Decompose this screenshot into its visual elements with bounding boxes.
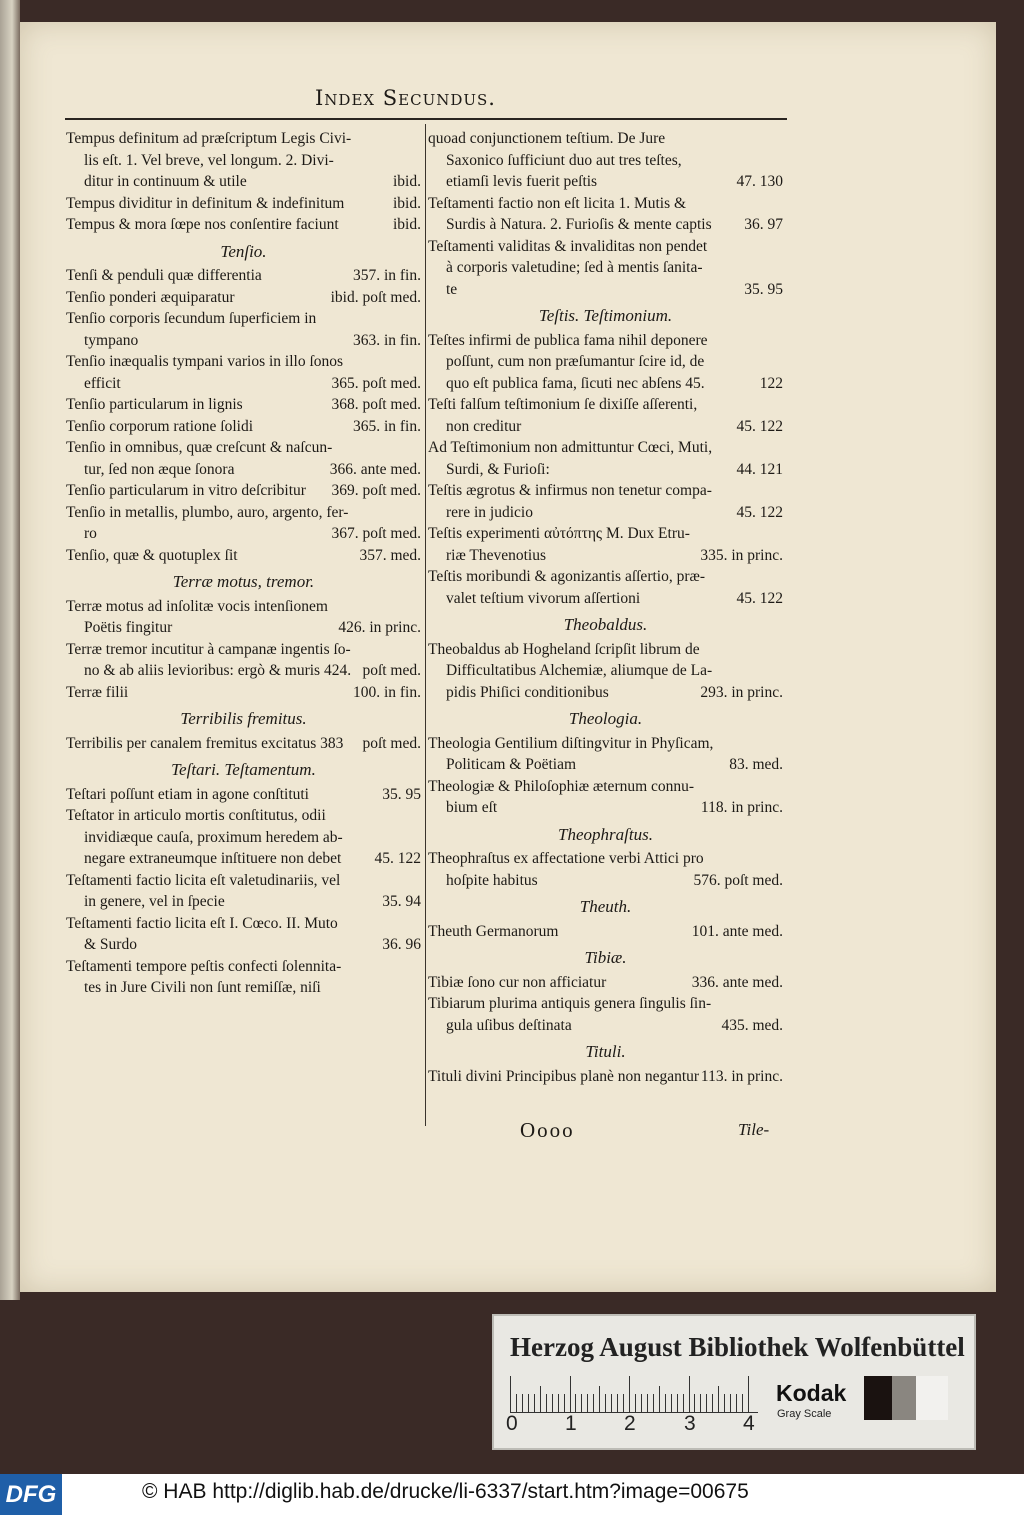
entry-text-line: tympano 363. in fin. (66, 330, 421, 352)
entry-text-line: ro 367. poſt med. (66, 523, 421, 545)
entry-text-line: à corporis valetudine; ſed à mentis ſanita- (446, 259, 703, 276)
column-divider (425, 124, 426, 1126)
ruler-tick (575, 1394, 576, 1412)
page-reference: 365. poſt med. (331, 374, 421, 392)
entry-text-line: hoſpite habitus 576. poſt med. (428, 870, 783, 892)
ruler-tick (587, 1394, 588, 1412)
index-entry (428, 776, 783, 819)
page-reference: 426. in princ. (338, 619, 421, 636)
entry-text-line: te 35. 95 (428, 279, 783, 301)
entry-text-line: Teſti falſum teſtimonium ſe dixiſſe aſſerenti, (428, 396, 698, 413)
ruler-tick (671, 1394, 672, 1412)
page-reference: 365. in fin. (352, 417, 421, 435)
entry-text-line: valet teſtium vivorum aſſertioni 45. 122 (428, 588, 783, 610)
ruler-tick (730, 1394, 731, 1412)
catchword: Tile- (738, 1120, 770, 1139)
ruler-tick (742, 1394, 743, 1412)
ruler-tick (522, 1394, 523, 1412)
entry-text-line: rere in judicio 45. 122 (428, 502, 783, 524)
gray-swatch-dark (864, 1376, 892, 1420)
ruler-number: 3 (684, 1412, 696, 1435)
index-entry (66, 784, 421, 806)
entry-text-line: invidiæque cauſa, proximum heredem ab- (84, 828, 343, 846)
page-reference: ibid. (393, 194, 421, 212)
viewer-footer (0, 1474, 1024, 1515)
ruler-tick (659, 1386, 660, 1412)
page-reference: 45. 122 (736, 417, 783, 435)
entry-text-line: Teſtari poſſunt etiam in agone conſtituti 35. 95 (66, 784, 421, 806)
page-reference: 36. 96 (382, 936, 421, 953)
page-reference: ibid. (393, 173, 421, 190)
index-heading: Theobaldus. (563, 615, 648, 634)
gray-swatch-mid (892, 1376, 916, 1420)
ruler-tick (617, 1394, 618, 1412)
ruler-tick (516, 1394, 517, 1412)
color-calibration-card (492, 1314, 976, 1450)
index-entry (428, 1066, 783, 1088)
entry-text-line: non creditur 45. 122 (428, 416, 783, 438)
entry-text-line: Saxonico ſufficiunt duo aut tres teſtes, (446, 151, 682, 169)
entry-text-line: Politicam & Poëtiam 83. med. (428, 754, 783, 776)
ruler-tick (677, 1394, 678, 1412)
page-reference: poſt med. (362, 662, 421, 679)
page-reference: 435. med. (721, 1016, 783, 1034)
entry-text-line: Tenſi & penduli quæ differentia 357. in fin. (66, 265, 421, 287)
page-reference: 35. 94 (382, 893, 421, 910)
entry-text-line: Tempus & mora ſœpe nos conſentire faciunt ibid. (66, 214, 421, 236)
page-reference: 100. in fin. (352, 683, 421, 701)
index-entry (66, 870, 421, 913)
ruler-tick (665, 1394, 666, 1412)
ruler-tick (593, 1394, 594, 1412)
entry-text-line: tes in Jure Civili non ſunt remiſſæ, niſi (84, 979, 321, 996)
index-heading: Teſtari. Teſtamentum. (171, 760, 316, 779)
index-entry (66, 805, 421, 870)
entry-text-line: Theobaldus ab Hogheland ſcripſit librum de (428, 640, 700, 658)
index-entry (66, 596, 421, 639)
entry-text-line: Tenſio particularum in vitro deſcribitur 369. poſt med. (66, 480, 421, 502)
running-head: Index Secundus. (315, 86, 496, 110)
page-reference: 45. 122 (374, 850, 421, 867)
gray-swatch-light (916, 1376, 948, 1420)
entry-text-line: Tenſio particularum in lignis 368. poſt med. (66, 394, 421, 416)
entry-text-line: Tenſio ponderi æquiparatur ibid. poſt med. (66, 287, 421, 309)
entry-text-line: Tenſio in metallis, plumbo, auro, argento, fer- (66, 503, 349, 521)
ruler-tick (564, 1394, 565, 1412)
index-entry (428, 394, 783, 437)
page-reference: 45. 122 (736, 503, 783, 521)
index-entry (66, 480, 421, 502)
ruler-tick (653, 1394, 654, 1412)
ruler-number: 0 (506, 1412, 518, 1435)
ruler-tick (581, 1394, 582, 1412)
page-reference: 113. in princ. (700, 1067, 783, 1085)
entry-text-line: Theologia Gentilium diſtingvitur in Phyſicam, (428, 734, 714, 752)
page-reference: poſt med. (362, 734, 421, 752)
entry-text-line: quo eſt publica fama, ſicuti nec abſens 45. 122 (428, 373, 783, 395)
index-column-right (428, 128, 783, 1087)
index-entry (428, 733, 783, 776)
index-entry (428, 566, 783, 609)
entry-text-line: Difficultatibus Alchemiæ, aliumque de La- (446, 662, 713, 679)
entry-text-line: Tempus dividitur in definitum & indefinitum ibid. (66, 193, 421, 215)
index-heading: Theuth. (579, 897, 632, 916)
page-reference: 122 (759, 374, 783, 392)
entry-text-line: Tempus definitum ad præſcriptum Legis Civi- (66, 130, 352, 147)
index-entry (428, 480, 783, 523)
entry-text-line: Poëtis fingitur 426. in princ. (66, 617, 421, 639)
page-reference: 336. ante med. (691, 973, 783, 991)
index-entry (428, 639, 783, 704)
ruler-tick (706, 1394, 707, 1412)
index-entry (66, 287, 421, 309)
entry-text-line: Surdi, & Furioſi: 44. 121 (428, 459, 783, 481)
entry-text-line: Terræ filii 100. in fin. (66, 682, 421, 704)
index-entry (428, 972, 783, 994)
page-reference: 36. 97 (744, 216, 783, 233)
index-entry (428, 193, 783, 236)
index-heading: Tenſio. (220, 241, 267, 261)
index-heading: Theologia. (568, 709, 643, 728)
entry-text-line: in genere, vel in ſpecie 35. 94 (66, 891, 421, 913)
entry-text-line: Terræ motus ad inſolitæ vocis intenſionem (66, 597, 328, 615)
entry-text-line: Ad Teſtimonium non admittuntur Cœci, Muti, (428, 439, 713, 456)
ruler-tick (605, 1394, 606, 1412)
index-heading: Tibiæ. (584, 948, 627, 967)
index-heading: Theophraſtus. (558, 824, 653, 844)
ruler-tick (647, 1394, 648, 1412)
entry-text-line: Tibiæ ſono cur non afficiatur 336. ante med. (428, 972, 783, 994)
entry-text-line: Tenſio corporum ratione ſolidi 365. in fin. (66, 416, 421, 438)
index-column-left (66, 128, 421, 999)
ruler-tick (570, 1376, 571, 1412)
ruler-number: 1 (565, 1412, 577, 1435)
page-reference: 357. in fin. (352, 267, 421, 284)
entry-text-line: Tenſio corporis ſecundum ſuperficiem in (66, 310, 317, 327)
index-heading: Teſtis. Teſtimonium. (538, 306, 673, 325)
entry-text-line: gula uſibus deſtinata 435. med. (428, 1015, 783, 1037)
page-reference: 47. 130 (736, 173, 783, 190)
entry-text-line: riæ Thevenotius 335. in princ. (428, 545, 783, 567)
index-entry (428, 848, 783, 891)
page-reference: 335. in princ. (700, 546, 783, 564)
index-entry (66, 265, 421, 287)
entry-text-line: ditur in continuum & utile ibid. (66, 171, 421, 193)
page-reference: 293. in princ. (700, 683, 783, 701)
page-reference: 118. in princ. (700, 799, 783, 816)
index-entry (66, 351, 421, 394)
entry-text-line: Theuth Germanorum 101. ante med. (428, 921, 783, 943)
entry-text-line: Teſtis moribundi & agonizantis aſſertio, præ- (428, 568, 706, 585)
index-entry (66, 733, 421, 755)
index-entry (66, 308, 421, 351)
dfg-logo: DFG (0, 1474, 62, 1515)
entry-text-line: Teſtator in articulo mortis conſtitutus, odii (66, 807, 326, 824)
ruler-tick (528, 1394, 529, 1412)
page-reference: 35. 95 (382, 785, 421, 803)
page-reference: 363. in fin. (352, 331, 421, 349)
entry-text-line: etiamſi levis fuerit peſtis 47. 130 (428, 171, 783, 193)
index-entry (66, 416, 421, 438)
index-entry (428, 993, 783, 1036)
entry-text-line: Tenſio, quæ & quotuplex ſit 357. med. (66, 545, 421, 567)
entry-text-line: pidis Phiſici conditionibus 293. in princ. (428, 682, 783, 704)
index-entry (428, 236, 783, 301)
page-reference: 369. poſt med. (331, 482, 421, 499)
page-reference: 44. 121 (736, 460, 783, 478)
page-reference: ibid. poſt med. (330, 288, 421, 306)
index-entry (66, 214, 421, 236)
entry-text-line: Tituli divini Principibus planè non negantur 113. in princ. (428, 1066, 783, 1088)
entry-text-line: Teſtes infirmi de publica fama nihil deponere (428, 331, 708, 349)
page-reference: 101. ante med. (691, 922, 783, 940)
entry-text-line: Teſtamenti validitas & invaliditas non pendet (428, 237, 708, 255)
ruler-tick (724, 1394, 725, 1412)
index-entry (66, 639, 421, 682)
entry-text-line: tur, ſed non æque ſonora 366. ante med. (66, 459, 421, 481)
page-reference: ibid. (393, 216, 421, 233)
ruler-tick (558, 1394, 559, 1412)
index-entry (66, 682, 421, 704)
entry-text-line: Tibiarum plurima antiquis genera ſingulis ſin- (428, 995, 712, 1012)
entry-text-line: Teſtamenti tempore peſtis confecti ſolennita- (66, 957, 342, 975)
entry-text-line: negare extraneumque inſtituere non debet 45. 122 (66, 848, 421, 870)
ruler-tick (540, 1386, 541, 1412)
entry-text-line: efficit 365. poſt med. (66, 373, 421, 395)
ruler-tick (718, 1386, 719, 1412)
index-entry (66, 956, 421, 999)
index-entry (66, 128, 421, 193)
index-entry (66, 437, 421, 480)
entry-text-line: Tenſio inæqualis tympani varios in illo ſonos (66, 353, 344, 370)
entry-text-line: poſſunt, cum non præſumantur ſcire id, de (446, 353, 705, 370)
ruler-tick (599, 1386, 600, 1412)
index-entry (428, 128, 783, 193)
entry-text-line: Teſtamenti factio non eſt licita 1. Mutis & (428, 194, 687, 212)
ruler-tick (748, 1376, 749, 1412)
gray-scale-label: Gray Scale (777, 1408, 832, 1420)
entry-text-line: Terræ tremor incutitur à campanæ ingentis ſo- (66, 640, 351, 658)
page-reference: 576. poſt med. (693, 871, 783, 889)
ruler-tick (694, 1394, 695, 1412)
entry-text-line: Teſtamenti factio licita eſt I. Cœco. II. Muto (66, 914, 338, 932)
ruler-tick (700, 1394, 701, 1412)
entry-text-line: no & ab aliis levioribus: ergò & muris 424. poſt med. (66, 660, 421, 682)
copyright-url: © HAB http://diglib.hab.de/drucke/li-6337/start.htm?image=00675 (142, 1480, 749, 1503)
ruler-number: 2 (624, 1412, 636, 1435)
ruler-tick (611, 1394, 612, 1412)
entry-text-line: lis eſt. 1. Vel breve, vel longum. 2. Divi- (84, 151, 334, 169)
measurement-ruler (510, 1374, 758, 1413)
entry-text-line: bium eſt 118. in princ. (428, 797, 783, 819)
entry-text-line: Terribilis per canalem fremitus excitatus 383 poſt med. (66, 733, 421, 755)
index-heading: Terræ motus, tremor. (172, 572, 315, 591)
index-entry (66, 502, 421, 545)
page-reference: 357. med. (359, 546, 421, 564)
page-reference: 83. med. (729, 756, 783, 773)
ruler-tick (683, 1394, 684, 1412)
ruler-tick (736, 1394, 737, 1412)
ruler-tick (712, 1394, 713, 1412)
ruler-tick (635, 1394, 636, 1412)
index-heading: Terribilis fremitus. (180, 709, 307, 728)
page-reference: 45. 122 (736, 589, 783, 607)
index-entry (66, 545, 421, 567)
kodak-logo: Kodak (776, 1380, 847, 1406)
previous-page-edge (0, 0, 20, 1300)
index-entry (428, 921, 783, 943)
entry-text-line: Teſtamenti factio licita eſt valetudinariis, vel (66, 871, 341, 889)
ruler-tick (689, 1376, 690, 1412)
signature-mark: Oooo (520, 1118, 575, 1142)
page-reference: 368. poſt med. (331, 396, 421, 413)
ruler-tick (534, 1394, 535, 1412)
entry-text-line: Tenſio in omnibus, quæ creſcunt & naſcun- (66, 439, 333, 456)
entry-text-line: Theophraſtus ex affectatione verbi Attici pro (428, 850, 704, 867)
index-entry (428, 330, 783, 395)
ruler-number: 4 (743, 1412, 755, 1435)
header-rule (65, 118, 787, 120)
entry-text-line: Theologiæ & Philoſophiæ æternum connu- (428, 777, 695, 795)
index-entry (428, 523, 783, 566)
library-name: Herzog August Bibliothek Wolfenbüttel (510, 1332, 965, 1362)
index-entry (428, 437, 783, 480)
index-entry (66, 913, 421, 956)
ruler-tick (623, 1394, 624, 1412)
entry-text-line: Surdis à Natura. 2. Furioſis & mente captis 36. 97 (428, 214, 783, 236)
ruler-tick (546, 1394, 547, 1412)
index-entry (66, 193, 421, 215)
ruler-tick (510, 1376, 511, 1412)
entry-text-line: Teſtis experimenti αὐτόπτης M. Dux Etru- (428, 525, 690, 542)
entry-text-line: & Surdo 36. 96 (66, 934, 421, 956)
entry-text-line: quoad conjunctionem teſtium. De Jure (428, 130, 666, 147)
index-heading: Tituli. (585, 1042, 626, 1061)
page-reference: 35. 95 (744, 280, 783, 298)
page-reference: 367. poſt med. (331, 525, 421, 542)
index-entry (66, 394, 421, 416)
ruler-tick (552, 1394, 553, 1412)
page-reference: 366. ante med. (329, 460, 421, 478)
ruler-tick (629, 1376, 630, 1412)
ruler-tick (641, 1394, 642, 1412)
entry-text-line: Teſtis ægrotus & infirmus non tenetur compa- (428, 482, 712, 499)
